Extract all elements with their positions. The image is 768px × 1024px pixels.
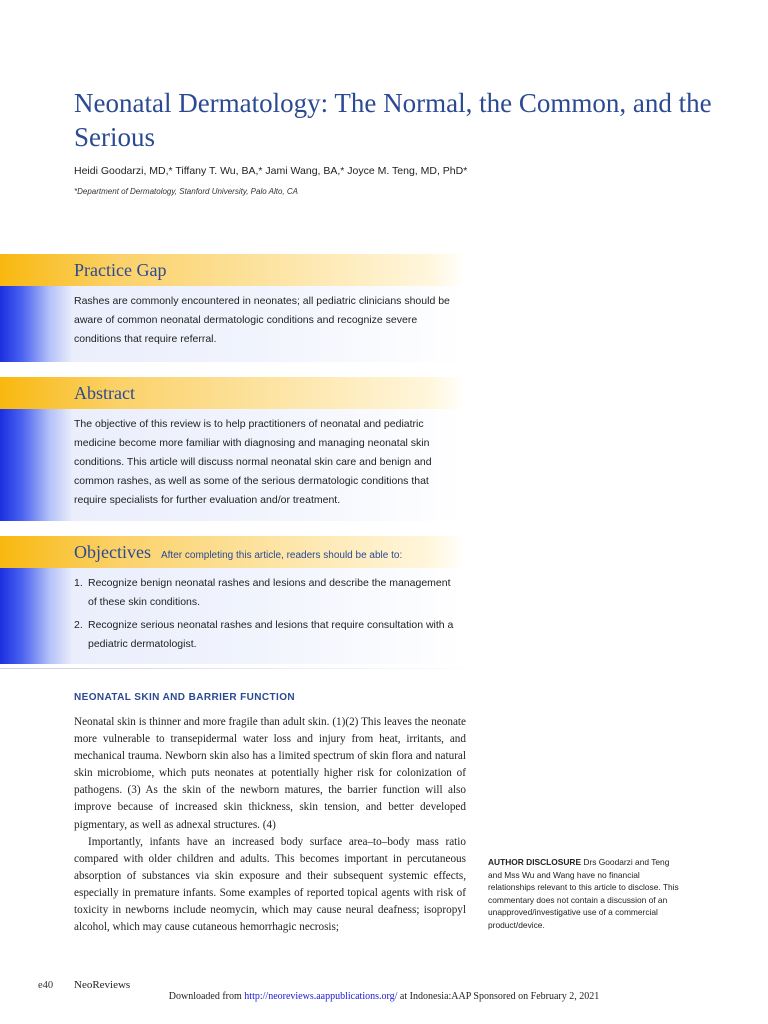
objectives-heading-wrap [74,542,402,563]
article-title: Neonatal Dermatology: The Normal, the Common, and the Serious [74,88,712,152]
objective-item [74,616,461,654]
body-text [74,714,466,936]
objectives-list [74,574,461,654]
objectives-header [0,536,465,568]
section-divider [0,668,488,669]
download-suffix: at Indonesia:AAP Sponsored on February 2, 2021 [399,991,600,1002]
download-prefix: Downloaded from [168,991,242,1002]
accent-bar [0,409,72,521]
abstract-box [0,409,465,521]
objective-number: 1. [74,577,83,589]
objectives-subheading: After completing this article, readers should be able to: [160,550,403,561]
abstract-text: The objective of this review is to help practitioners of neonatal and pediatric medicine become more familiar with diagnosing and managing neonatal skin conditions. This article will discuss normal neonatal skin care and benign and common rashes, as well as some of the serious dermatologic conditions that require specialists for further evaluation and/or treatment. [74,418,432,506]
abstract-heading: Abstract [74,383,135,403]
accent-bar [0,286,72,362]
body-paragraph: Neonatal skin is thinner and more fragile than adult skin. (1)(2) This leaves the neonate more vulnerable to transepidermal water loss and injury from heat, irritants, and mechanical trauma. Newborn skin also has a limited spectrum of skin flora and natural skin microbiome, which puts neonates at potentially higher risk for colonization of pathogens. (3) As the skin of the newborn matures, the barrier function will also improve because of increased skin thickness, skin tension, and better developed pigmentary, as well as adnexal structures. (4) [74,716,466,831]
objective-text: Recognize serious neonatal rashes and lesions that require consultation with a pediatric dermatologist. [88,619,454,650]
body-paragraph: Importantly, infants have an increased body surface area–to–body mass ratio compared with older children and adults. This becomes important in percutaneous absorption of substances via skin exposure and their subsequent systemic effects, especially in premature infants. Some examples of reported topical agents with risk of toxicity in newborns include neomycin, which may cause neural deafness; isopropyl alcohol, which may cause cutaneous hemorrhagic necrosis; [74,835,466,934]
practice-gap-box [0,286,465,362]
practice-gap-header [0,254,465,286]
objectives-heading: Objectives [74,542,151,562]
author-affiliation: *Department of Dermatology, Stanford University, Palo Alto, CA [74,187,298,196]
disclosure-text: Drs Goodarzi and Teng and Mss Wu and Wang have no financial relationships relevant to this article to disclose. This commentary does not contain a discussion of an unapproved/investigative use of a commercial product/device. [488,857,679,930]
objective-item [74,574,461,612]
author-disclosure [488,856,680,931]
journal-name: NeoReviews [74,979,131,991]
page-number: e40 [38,980,54,991]
disclosure-label: AUTHOR DISCLOSURE [488,857,582,867]
practice-gap-heading: Practice Gap [74,260,167,280]
accent-bar [0,568,72,664]
objectives-list-wrap [74,574,461,658]
download-notice [0,991,768,1002]
practice-gap-text: Rashes are commonly encountered in neonates; all pediatric clinicians should be aware of common neonatal dermatologic conditions and recognize severe conditions that require referral. [74,295,450,345]
section-heading: NEONATAL SKIN AND BARRIER FUNCTION [74,692,296,703]
objective-text: Recognize benign neonatal rashes and lesions and describe the management of these skin conditions. [88,577,451,608]
abstract-header [0,377,465,409]
objectives-box [0,568,465,664]
author-list: Heidi Goodarzi, MD,* Tiffany T. Wu, BA,* Jami Wang, BA,* Joyce M. Teng, MD, PhD* [74,165,468,177]
download-link[interactable]: http://neoreviews.aappublications.org/ [244,991,398,1002]
objective-number: 2. [74,619,83,631]
